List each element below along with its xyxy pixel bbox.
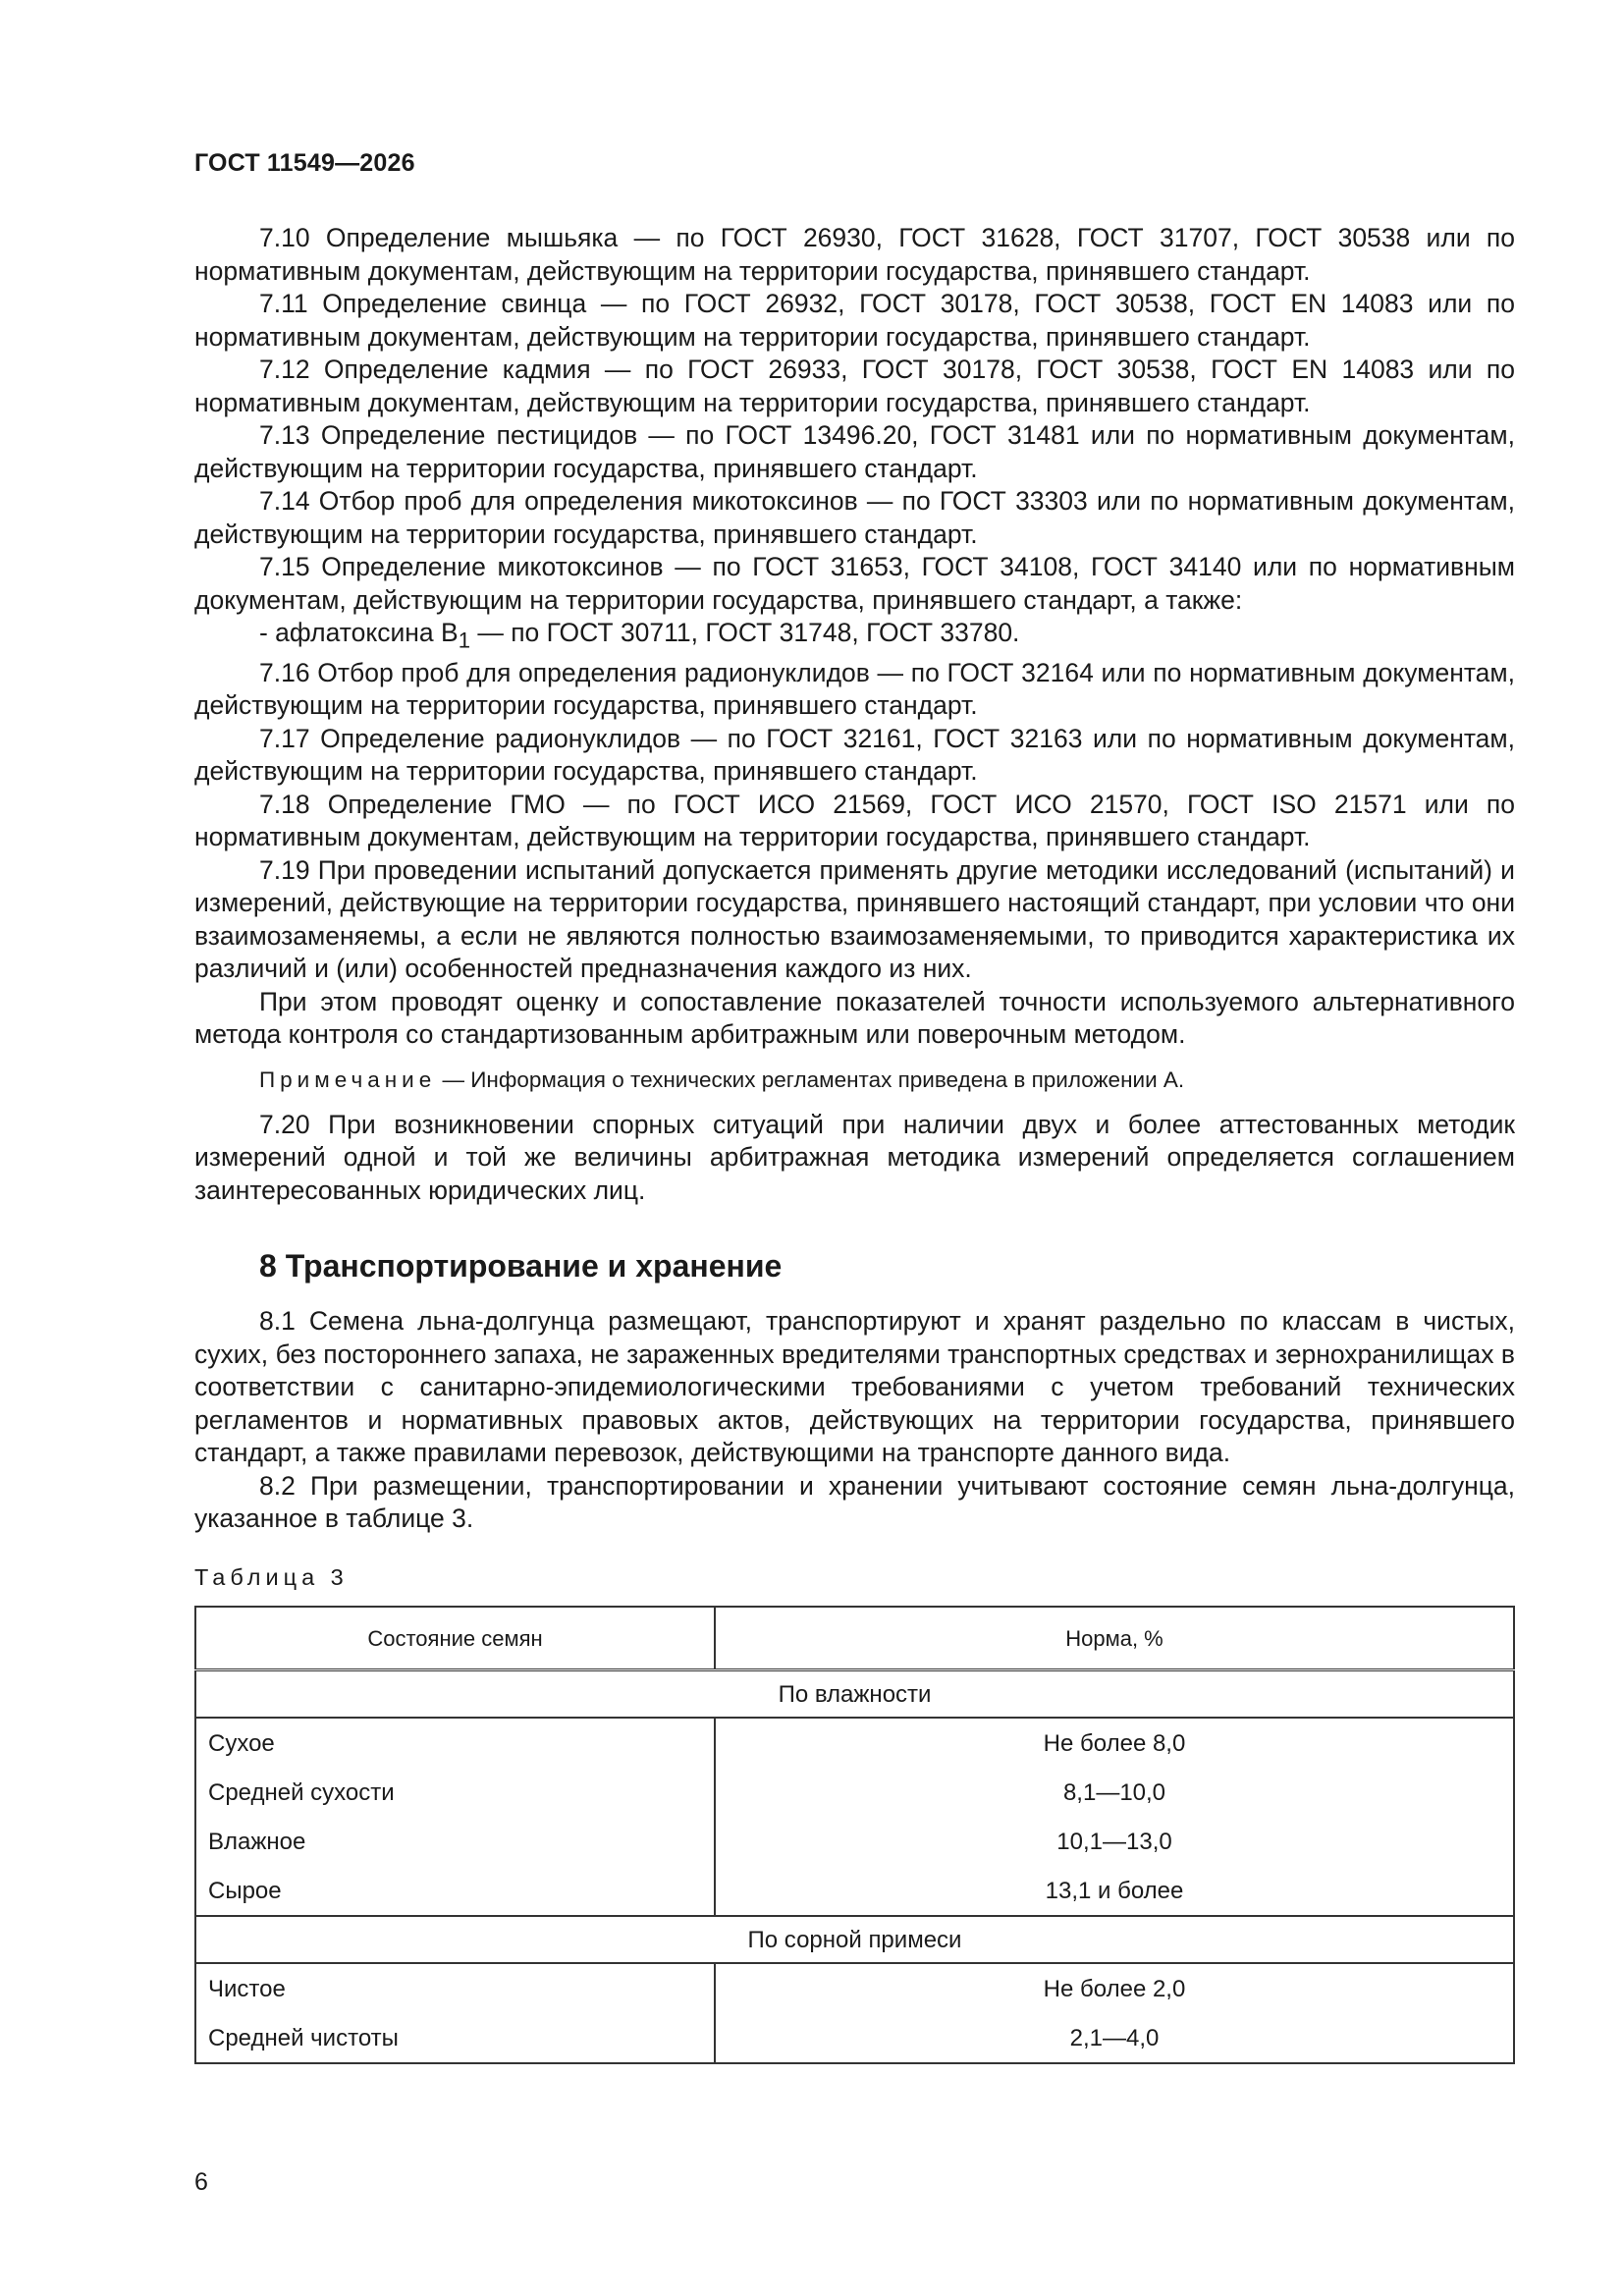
- table-row: [195, 1963, 1514, 2013]
- paragraph-7-19-continued: При этом проводят оценку и сопоставление показателей точности используемого альтернативного метода контроля со стандартизованным арбитражным или поверочным методом.: [194, 986, 1515, 1050]
- table-cell: Чистое: [195, 1963, 715, 2013]
- paragraph-7-17: 7.17 Определение радионуклидов — по ГОСТ 32161, ГОСТ 32163 или по нормативным документам, действующим на территории государства, принявшего стандарт.: [194, 723, 1515, 787]
- table-group-row: [195, 1916, 1514, 1963]
- column-header: Норма, %: [715, 1607, 1514, 1670]
- paragraph-8-1: 8.1 Семена льна-долгунца размещают, транспортируют и хранят раздельно по классам в чистых, сухих, без постороннего запаха, не зараженных вредителями транспортных средствах и зернохранилищах в соответствии с санитарно-эпидемиологическими требованиями с учетом требований технических регламентов и нормативных правовых актов, действующих на территории государства, принявшего стандарт, а также правилами перевозок, действующими на транспорте данного вида.: [194, 1306, 1515, 1468]
- paragraph-7-15: 7.15 Определение микотоксинов — по ГОСТ 31653, ГОСТ 34108, ГОСТ 34140 или по нормативным документам, действующим на территории государства, принявшего стандарт, а также:: [194, 552, 1515, 615]
- table-cell: 13,1 и более: [715, 1866, 1514, 1916]
- note-label: Примечание: [259, 1066, 437, 1092]
- table-row: [195, 1817, 1514, 1866]
- paragraph-7-20: 7.20 При возникновении спорных ситуаций при наличии двух и более аттестованных методик измерений одной и той же величины арбитражная методика измерений определяется соглашением заинтересованных юридических лиц.: [194, 1109, 1515, 1205]
- group-label: По влажности: [195, 1670, 1514, 1719]
- table-row: [195, 1718, 1514, 1768]
- table-cell: Не более 2,0: [715, 1963, 1514, 2013]
- table-row: [195, 1768, 1514, 1817]
- table-header-row: [195, 1607, 1514, 1670]
- list-item-suffix: — по ГОСТ 30711, ГОСТ 31748, ГОСТ 33780.: [469, 618, 1020, 647]
- paragraph-8-2: 8.2 При размещении, транспортировании и хранении учитывают состояние семян льна-долгунца, указанное в таблице 3.: [194, 1470, 1515, 1534]
- document-body: [194, 222, 1515, 2064]
- table-cell: Средней сухости: [195, 1768, 715, 1817]
- paragraph-7-18: 7.18 Определение ГМО — по ГОСТ ИСО 21569, ГОСТ ИСО 21570, ГОСТ ISO 21571 или по нормативным документам, действующим на территории государства, принявшего стандарт.: [194, 789, 1515, 852]
- note-text: — Информация о технических регламентах приведена в приложении А.: [436, 1066, 1185, 1092]
- seed-condition-table: [194, 1606, 1515, 2064]
- page-number: 6: [194, 2168, 208, 2196]
- table-caption: Таблица 3: [194, 1563, 349, 1590]
- section-8-title: 8 Транспортирование и хранение: [259, 1248, 783, 1285]
- paragraph-7-13: 7.13 Определение пестицидов — по ГОСТ 13496.20, ГОСТ 31481 или по нормативным документам, действующим на территории государства, принявшего стандарт.: [194, 420, 1515, 483]
- table-cell: 2,1—4,0: [715, 2013, 1514, 2063]
- table-cell: Не более 8,0: [715, 1718, 1514, 1768]
- table-cell: Средней чистоты: [195, 2013, 715, 2063]
- table-cell: Влажное: [195, 1817, 715, 1866]
- subscript: 1: [458, 628, 470, 653]
- paragraph-7-14: 7.14 Отбор проб для определения микотоксинов — по ГОСТ 33303 или по нормативным документам, действующим на территории государства, принявшего стандарт.: [194, 486, 1515, 549]
- table-cell: Сырое: [195, 1866, 715, 1916]
- list-item-text: - афлатоксина B: [259, 618, 459, 647]
- table-row: [195, 2013, 1514, 2063]
- paragraph-7-10: 7.10 Определение мышьяка — по ГОСТ 26930, ГОСТ 31628, ГОСТ 31707, ГОСТ 30538 или по нормативным документам, действующим на территории государства, принявшего стандарт.: [194, 223, 1515, 286]
- paragraph-7-16: 7.16 Отбор проб для определения радионуклидов — по ГОСТ 32164 или по нормативным документам, действующим на территории государства, принявшего стандарт.: [194, 657, 1515, 721]
- paragraph-7-11: 7.11 Определение свинца — по ГОСТ 26932, ГОСТ 30178, ГОСТ 30538, ГОСТ EN 14083 или по нормативным документам, действующим на территории государства, принявшего стандарт.: [194, 289, 1515, 352]
- table-cell: Сухое: [195, 1718, 715, 1768]
- table-cell: 10,1—13,0: [715, 1817, 1514, 1866]
- table-group-row: [195, 1670, 1514, 1719]
- column-header: Состояние семян: [195, 1607, 715, 1670]
- paragraph-7-19: 7.19 При проведении испытаний допускается применять другие методики исследований (испытаний) и измерений, действующие на территории государства, принявшего настоящий стандарт, при условии что они взаимозаменяемы, а если не являются полностью взаимозаменяемыми, то приводится характеристика их различий и (или) особенностей предназначения каждого из них.: [194, 854, 1515, 984]
- table-row: [195, 1866, 1514, 1916]
- paragraph-7-12: 7.12 Определение кадмия — по ГОСТ 26933, ГОСТ 30178, ГОСТ 30538, ГОСТ EN 14083 или по нормативным документам, действующим на территории государства, принявшего стандарт.: [194, 355, 1515, 417]
- list-item-aflatoxin: [194, 617, 1515, 657]
- note: [194, 1066, 1515, 1095]
- table-cell: 8,1—10,0: [715, 1768, 1514, 1817]
- document-header: ГОСТ 11549—2026: [194, 149, 415, 177]
- group-label: По сорной примеси: [195, 1916, 1514, 1963]
